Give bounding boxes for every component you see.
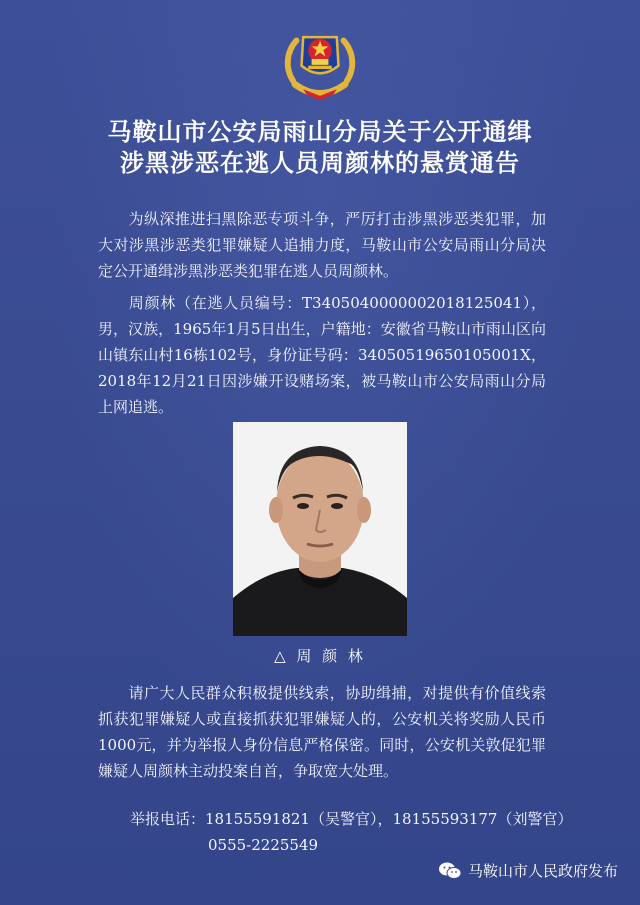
reward-paragraph	[98, 680, 546, 784]
photo-caption: △ 周 颜 林	[274, 647, 366, 665]
notice-title-line1: 马鞍山市公安局雨山分局关于公开通缉	[107, 117, 533, 146]
suspect-photo	[233, 422, 407, 636]
intro-paragraph	[98, 206, 546, 284]
contact-phone-line2: 0555-2225549	[208, 836, 319, 854]
suspect-info-text: 周颜林（在逃人员编号：T3405040000002018125041），男，汉族，1965年1月5日出生，户籍地：安徽省马鞍山市雨山区向山镇东山村16栋102号，身份证号码：34050519650105001X，2018年12月21日因涉嫌开设赌场案，被马鞍山市公安局雨山分局上网追逃。	[98, 294, 546, 416]
contact-phone-line1: 举报电话：18155591821（吴警官），18155593177（刘警官）	[130, 810, 573, 828]
reward-text: 请广大人民群众积极提供线索，协助缉捕，对提供有价值线索抓获犯罪嫌疑人或直接抓获犯罪嫌疑人的，公安机关将奖励人民币1000元，并为举报人身份信息严格保密。同时，公安机关敦促犯罪嫌疑人周颜林主动投案自首，争取宽大处理。	[98, 684, 546, 780]
intro-text: 为纵深推进扫黑除恶专项斗争，严厉打击涉黑涉恶类犯罪，加大对涉黑涉恶类犯罪嫌疑人追捕力度，马鞍山市公安局雨山分局决定公开通缉涉黑涉恶类犯罪在逃人员周颜林。	[98, 210, 546, 280]
notice-title-line2: 涉黑涉恶在逃人员周颜林的悬赏通告	[120, 148, 520, 177]
suspect-portrait-illustration	[233, 422, 407, 636]
source-label: 马鞍山市人民政府发布	[467, 862, 618, 880]
wechat-icon	[438, 861, 462, 881]
source-footer	[438, 860, 618, 881]
police-emblem-icon	[278, 22, 362, 106]
suspect-info-paragraph	[98, 290, 546, 420]
